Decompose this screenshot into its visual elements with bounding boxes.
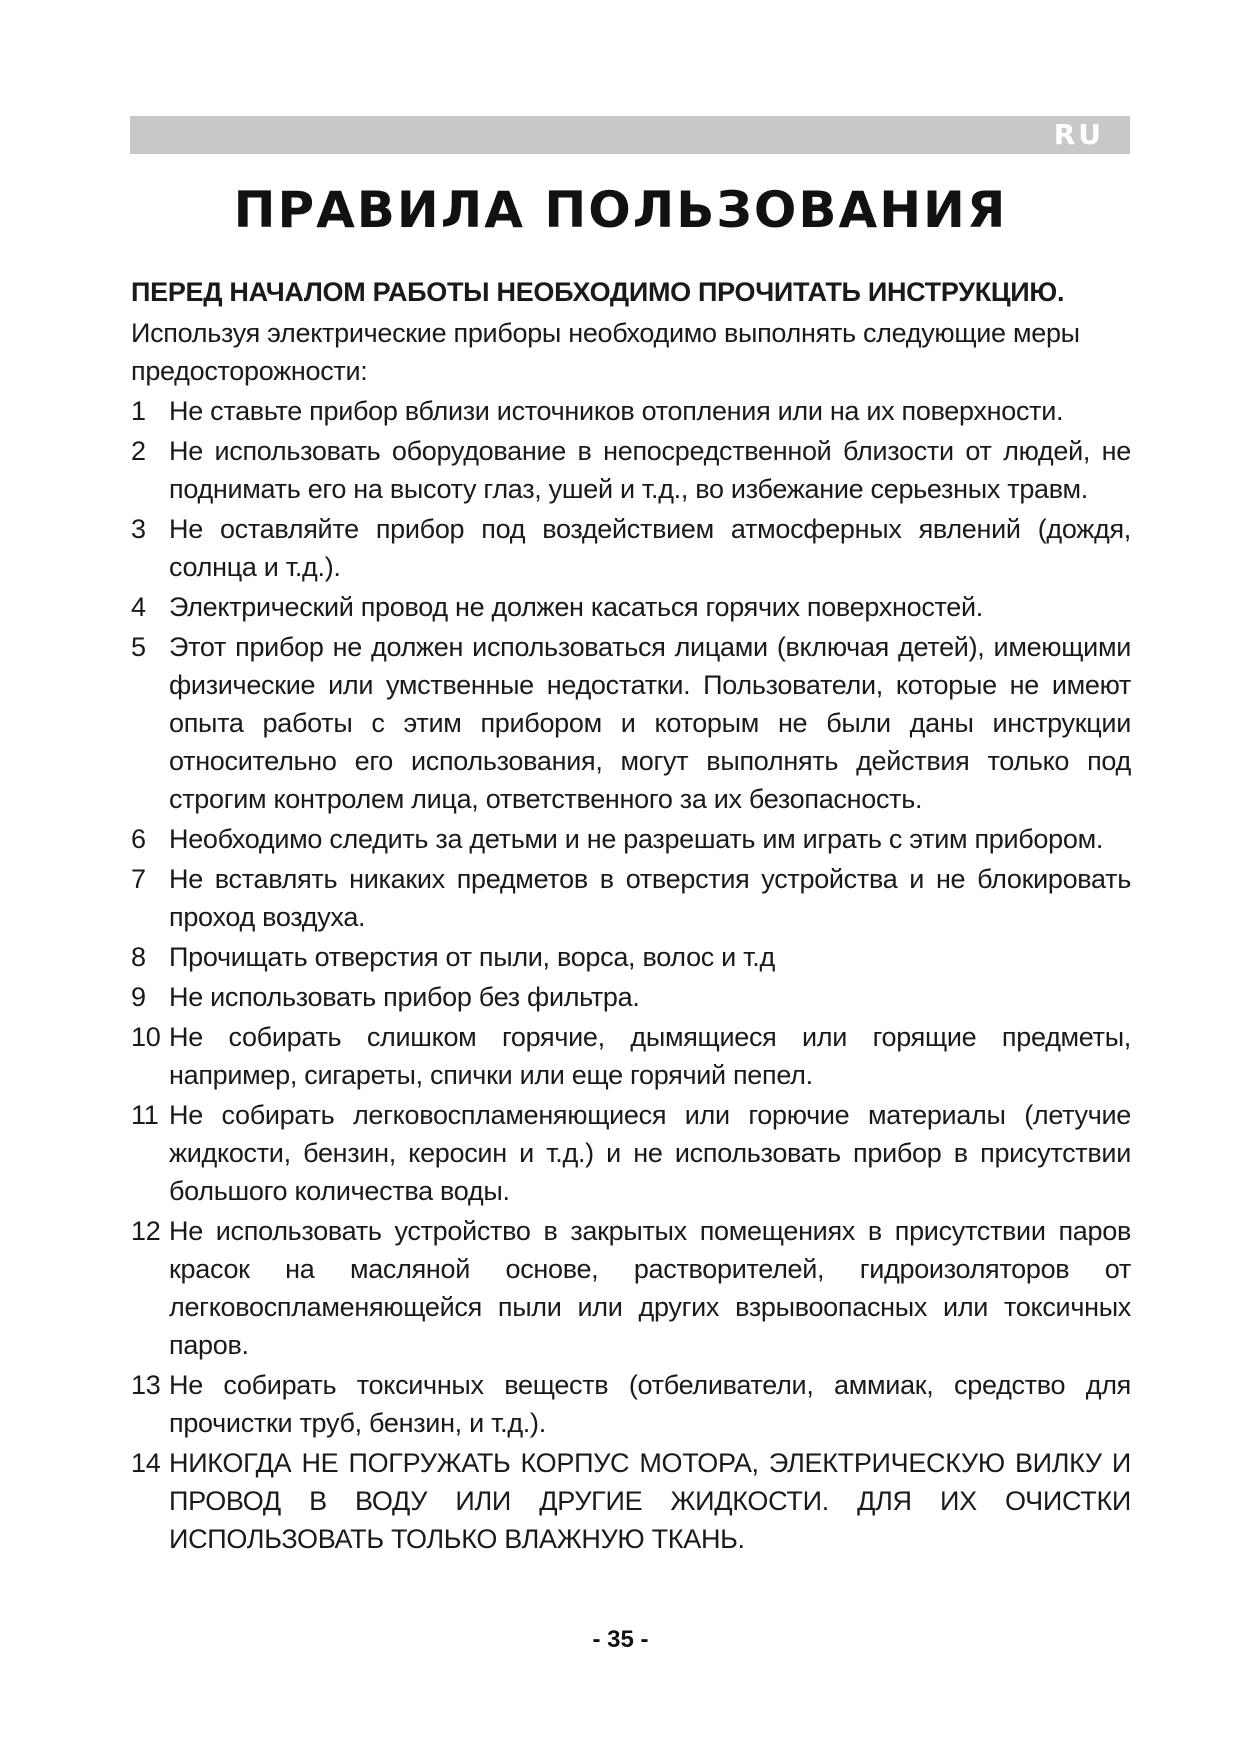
rule-text: Электрический провод не должен касаться горячих поверхностей.	[169, 592, 983, 622]
rule-text: Не ставьте прибор вблизи источников отопления или на их поверхности.	[169, 396, 1064, 426]
rule-number: 4	[131, 592, 146, 622]
rule-item	[131, 1096, 1131, 1210]
rule-number: 10	[131, 1022, 161, 1052]
rule-text: Не вставлять никаких предметов в отверстия устройства и не блокировать проход воздуха.	[169, 864, 1131, 932]
rule-item	[131, 510, 1131, 586]
rule-text: Не оставляйте прибор под воздействием атмосферных явлений (дождя, солнца и т.д.).	[169, 514, 1131, 582]
rule-number: 2	[131, 436, 146, 466]
rule-text: Не собирать легковоспламеняющиеся или горючие материалы (летучие жидкости, бензин, керосин и т.д.) и не использовать прибор в присутствии большого количества воды.	[169, 1100, 1131, 1206]
rule-text: НИКОГДА НЕ ПОГРУЖАТЬ КОРПУС МОТОРА, ЭЛЕКТРИЧЕСКУЮ ВИЛКУ И ПРОВОД В ВОДУ ИЛИ ДРУГИЕ ЖИДКОСТИ. ДЛЯ ИХ ОЧИСТКИ ИСПОЛЬЗОВАТЬ ТОЛЬКО ВЛАЖНУЮ ТКАНЬ.	[169, 1448, 1131, 1554]
rule-item	[131, 978, 1131, 1016]
page-title: ПРАВИЛА ПОЛЬЗОВАНИЯ	[233, 181, 1008, 239]
rule-number: 1	[131, 396, 146, 426]
rule-item	[131, 1444, 1131, 1558]
document-body	[131, 272, 1131, 1560]
rule-item	[131, 628, 1131, 818]
warning-heading: ПЕРЕД НАЧАЛОМ РАБОТЫ НЕОБХОДИМО ПРОЧИТАТЬ ИНСТРУКЦИЮ.	[131, 277, 1065, 307]
rule-number: 3	[131, 514, 146, 544]
language-code: RU	[1053, 118, 1104, 151]
rule-number: 14	[131, 1448, 161, 1478]
rule-text: Не собирать токсичных веществ (отбеливатели, аммиак, средство для прочистки труб, бензин, и т.д.).	[169, 1370, 1131, 1438]
rule-item	[131, 1018, 1131, 1094]
rule-number: 11	[131, 1100, 159, 1130]
rule-number: 8	[131, 942, 146, 972]
rule-number: 7	[131, 864, 146, 894]
rule-number: 9	[131, 982, 146, 1012]
rule-text: Не использовать прибор без фильтра.	[169, 982, 640, 1012]
rule-number: 5	[131, 632, 146, 662]
language-header-bar	[130, 116, 1130, 154]
rule-text: Этот прибор не должен использоваться лицами (включая детей), имеющими физические или умственные недостатки. Пользователи, которые не имеют опыта работы с этим прибором и которым не были даны инструкции относительно его использования, могут выполнять действия только под строгим контролем лица, ответственного за их безопасность.	[169, 632, 1131, 814]
rule-number: 6	[131, 824, 146, 854]
intro-paragraph: Используя электрические приборы необходимо выполнять следующие меры предосторожности:	[131, 318, 1080, 386]
rule-item	[131, 820, 1131, 858]
rule-item	[131, 860, 1131, 936]
rule-text: Не использовать устройство в закрытых помещениях в присутствии паров красок на масляной основе, растворителей, гидроизоляторов от легковоспламеняющейся пыли или других взрывоопасных или токсичных паров.	[169, 1216, 1131, 1360]
page-number: - 35 -	[592, 1626, 649, 1653]
rule-text: Необходимо следить за детьми и не разрешать им играть с этим прибором.	[169, 824, 1104, 854]
rule-number: 13	[131, 1370, 161, 1400]
rule-text: Не использовать оборудование в непосредственной близости от людей, не поднимать его на высоту глаз, ушей и т.д., во избежание серьезных травм.	[169, 436, 1131, 504]
rule-item	[131, 588, 1131, 626]
rule-item	[131, 1366, 1131, 1442]
safety-rules-list	[131, 392, 1131, 1558]
rule-item	[131, 938, 1131, 976]
rule-text: Прочищать отверстия от пыли, ворса, волос и т.д	[169, 942, 775, 972]
rule-item	[131, 1212, 1131, 1364]
rule-number: 12	[131, 1216, 161, 1246]
rule-item	[131, 432, 1131, 508]
rule-item	[131, 392, 1131, 430]
rule-text: Не собирать слишком горячие, дымящиеся или горящие предметы, например, сигареты, спички или еще горячий пепел.	[169, 1022, 1131, 1090]
